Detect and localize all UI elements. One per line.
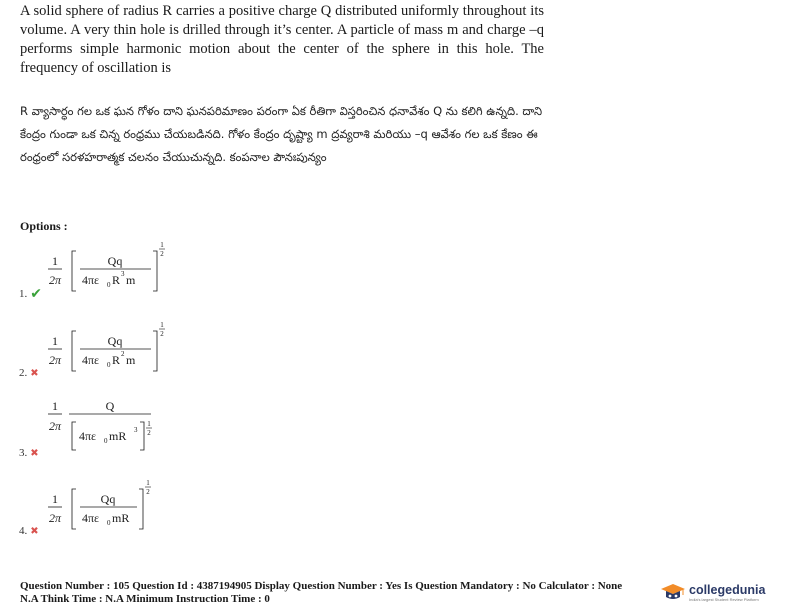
exp-text: 2 — [121, 350, 125, 358]
half-num-text: 1 — [146, 479, 150, 487]
four-pi-eps-text: 4πε — [82, 273, 100, 287]
sub-zero-text: 0 — [107, 281, 111, 289]
one-text: 1 — [52, 254, 58, 268]
cross-icon: ✖ — [30, 525, 39, 537]
graduation-cap-icon — [660, 581, 686, 605]
option-4-formula — [45, 476, 185, 532]
half-den-text: 2 — [160, 250, 164, 258]
sub-zero-text: 0 — [107, 519, 111, 527]
question-text-english: A solid sphere of radius R carries a positive charge Q distributed uniformly throughout its volume. A very thin hole is drilled through it’s center. A particle of mass m and charge –q performs simple harmonic motion about the center of the sphere in this hole. The frequency of oscillation is — [20, 3, 544, 76]
numerator-text: Qq — [100, 492, 116, 506]
collegedunia-logo — [660, 578, 792, 608]
option-number: 2. — [19, 367, 28, 379]
two-pi-text: 2π — [48, 419, 62, 433]
logo-tagline: India's largest Student Review Platform — [689, 597, 759, 602]
R-text: R — [112, 353, 121, 367]
option-number: 4. — [19, 525, 28, 537]
two-pi-text: 2π — [48, 353, 62, 367]
half-den-text: 2 — [147, 429, 151, 437]
mR-text: mR — [112, 511, 130, 525]
sub-zero-text: 0 — [104, 437, 108, 445]
half-num-text: 1 — [160, 321, 164, 329]
option-number: 3. — [19, 447, 28, 459]
metadata-line-1: Question Number : 105 Question Id : 4387194905 Display Question Number : Yes Is Question Mandatory : No Calculator : None — [20, 580, 623, 592]
exp-text: 3 — [121, 270, 125, 278]
half-num-text: 1 — [160, 241, 164, 249]
two-pi-text: 2π — [48, 511, 62, 525]
mR-text: mR — [109, 429, 127, 443]
numerator-text: Q — [105, 399, 115, 413]
option-number: 1. — [19, 288, 28, 300]
half-den-text: 2 — [146, 488, 150, 496]
half-num-text: 1 — [147, 420, 151, 428]
one-text: 1 — [52, 492, 58, 506]
exp-text: 3 — [134, 426, 138, 434]
option-1-number — [19, 286, 42, 302]
option-2-formula — [45, 318, 185, 374]
two-pi-text: 2π — [48, 273, 62, 287]
cross-icon: ✖ — [30, 367, 39, 379]
logo-name: collegedunia — [689, 583, 766, 597]
one-text: 1 — [52, 399, 58, 413]
options-label: Options : — [20, 219, 68, 233]
metadata-line-2: N.A Think Time : N.A Minimum Instruction Time : 0 — [20, 593, 270, 605]
option-1-formula — [45, 238, 185, 294]
question-text-telugu: R వ్యాసార్ధం గల ఒక ఘన గోళం దాని ఘనపరిమాణం పరంగా ఏక రీతిగా విస్తరించిన ధనావేశం Q ను కలిగి ఉన్నది. దాని కేంద్రం గుండా ఒక చిన్న రంధ్రము చేయబడినది. గోళం కేంద్రం దృష్ట్యా m ద్రవ్యరాశి మరియు –q ఆవేశం గల ఒక కేణం ఈ రంధ్రంలో సరళహరాత్మక చలనం చేయుచున్నది. కంపనాల పౌనఃపున్యం — [20, 104, 543, 164]
half-den-text: 2 — [160, 330, 164, 338]
R-text: R — [112, 273, 121, 287]
one-text: 1 — [52, 334, 58, 348]
option-2-number — [19, 367, 39, 379]
option-3-formula — [45, 392, 185, 456]
cross-icon: ✖ — [30, 447, 39, 459]
m-text: m — [126, 273, 136, 287]
sub-zero-text: 0 — [107, 361, 111, 369]
question-metadata — [20, 580, 660, 606]
m-text: m — [126, 353, 136, 367]
four-pi-eps-text: 4πε — [82, 353, 100, 367]
numerator-text: Qq — [107, 334, 123, 348]
option-4-number — [19, 525, 39, 537]
four-pi-eps-text: 4πε — [79, 429, 97, 443]
check-icon: ✔ — [30, 286, 42, 302]
option-3-number — [19, 447, 39, 459]
numerator-text: Qq — [107, 254, 123, 268]
four-pi-eps-text: 4πε — [82, 511, 100, 525]
